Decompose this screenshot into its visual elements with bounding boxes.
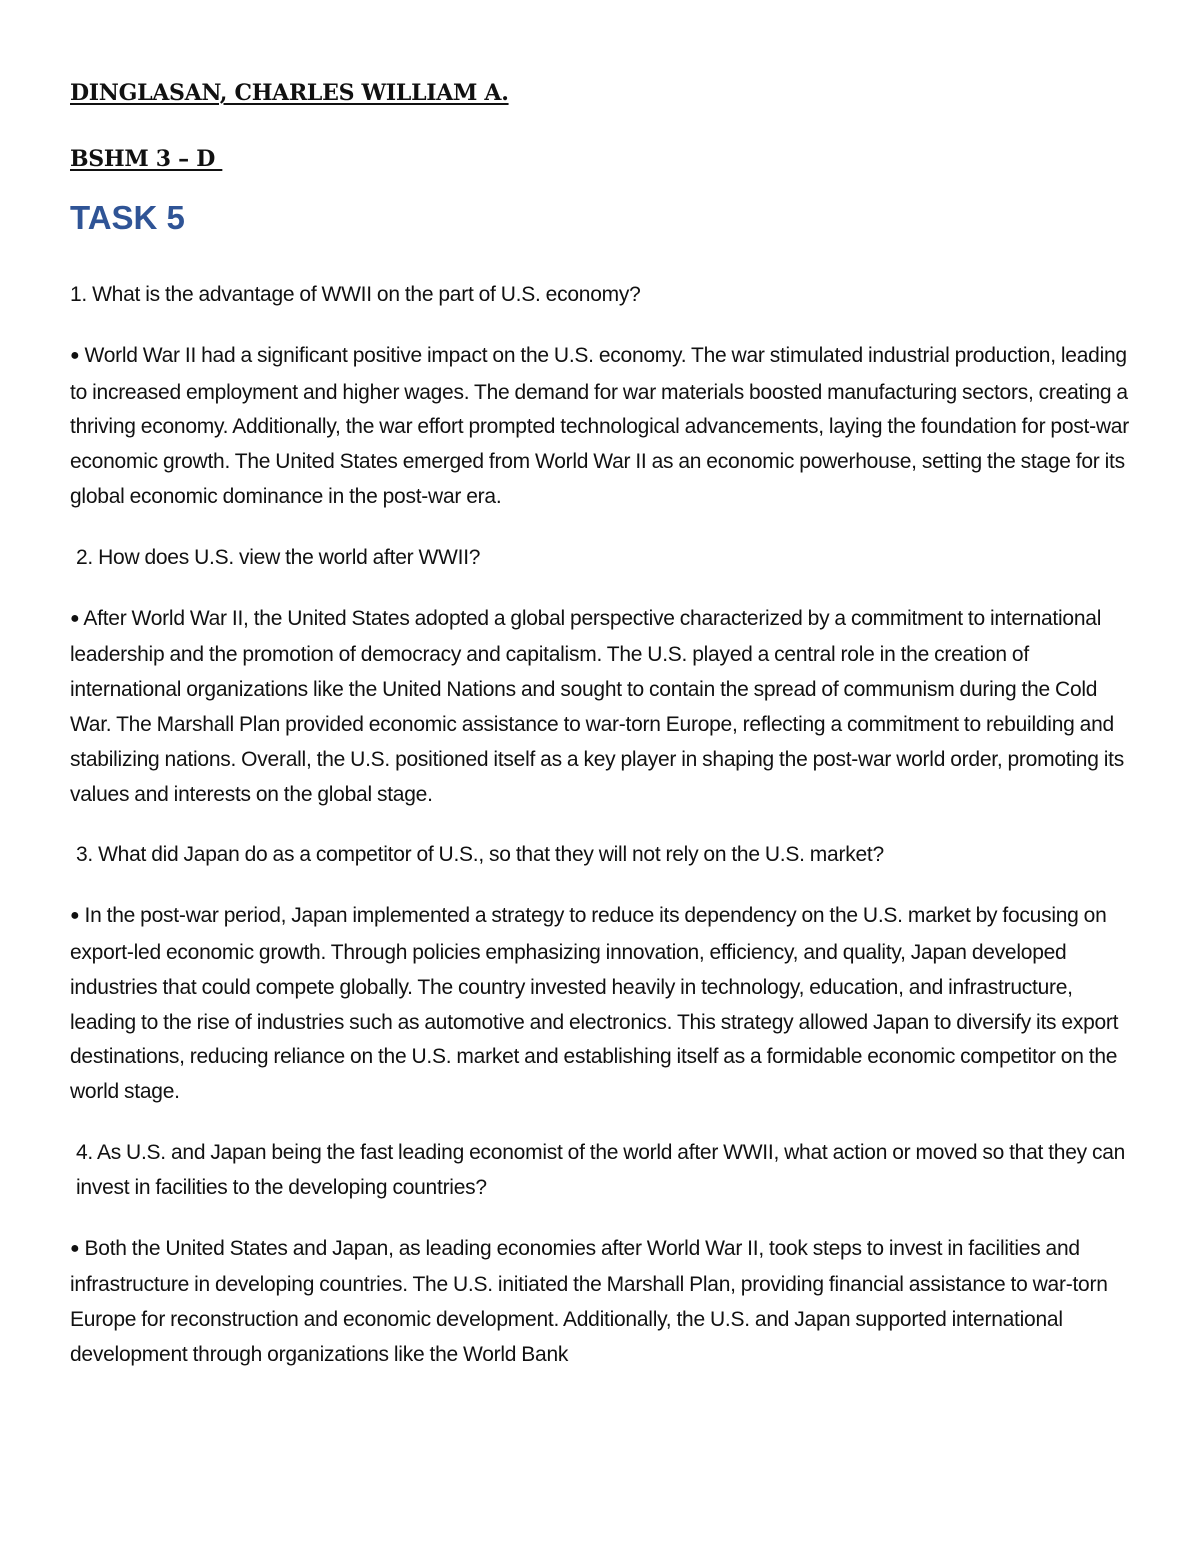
bullet-icon: ● — [70, 346, 80, 364]
task-title: TASK 5 — [70, 199, 185, 236]
bullet-icon: ● — [70, 609, 80, 627]
qa-item-2 — [70, 541, 1132, 813]
answer-3 — [70, 899, 1132, 1110]
qa-item-3 — [70, 838, 1132, 1110]
question-1: 1. What is the advantage of WWII on the part of U.S. economy? — [70, 283, 641, 306]
answer-4-text: Both the United States and Japan, as leading economies after World War II, took steps to invest in facilities and infrastructure in developing countries. The U.S. initiated the Marshall Plan, providing financial assistance to war-torn Europe for reconstruction and economic development. Additionally, the U.S. and Japan supported international development through organizations like the World Bank — [70, 1236, 1108, 1366]
class-section: BSHM 3 – D — [70, 146, 223, 172]
question-3: 3. What did Japan do as a competitor of U.S., so that they will not rely on the U.S. market? — [76, 843, 884, 867]
student-name: DINGLASAN, CHARLES WILLIAM A. — [70, 80, 509, 106]
document-page — [70, 78, 1132, 1399]
answer-3-text: In the post-war period, Japan implemented a strategy to reduce its dependency on the U.S. market by focusing on export-led economic growth. Through policies emphasizing innovation, efficiency, and quality, Japan developed industries that could compete globally. The country invested heavily in technology, education, and infrastructure, leading to the rise of industries such as automotive and electronics. This strategy allowed Japan to diversify its export destinations, reducing reliance on the U.S. market and establishing itself as a formidable economic competitor on the world stage. — [70, 904, 1119, 1104]
question-4: 4. As U.S. and Japan being the fast leading economist of the world after WWII, what action or moved so that they can invest in facilities to the developing countries? — [76, 1140, 1126, 1199]
answer-1-text: World War II had a significant positive impact on the U.S. economy. The war stimulated industrial production, leading to increased employment and higher wages. The demand for war materials boosted manufacturing sectors, creating a thriving economy. Additionally, the war effort prompted technological advancements, laying the foundation for post-war economic growth. The United States emerged from World War II as an economic powerhouse, setting the stage for its global economic dominance in the post-war era. — [70, 343, 1129, 508]
answer-1 — [70, 339, 1132, 515]
answer-2-text: After World War II, the United States adopted a global perspective characterized by a commitment to international leadership and the promotion of democracy and capitalism. The U.S. played a central role in the creation of international organizations like the United Nations and sought to contain the spread of communism during the Cold War. The Marshall Plan provided economic assistance to war-torn Europe, reflecting a commitment to rebuilding and stabilizing nations. Overall, the U.S. positioned itself as a key player in shaping the post-war world order, promoting its values and interests on the global stage. — [70, 606, 1124, 806]
answer-4 — [70, 1232, 1132, 1373]
question-2: 2. How does U.S. view the world after WWII? — [76, 545, 481, 569]
answer-2 — [70, 602, 1132, 813]
qa-item-4 — [70, 1136, 1132, 1373]
bullet-icon: ● — [70, 1239, 80, 1257]
qa-item-1 — [70, 278, 1132, 515]
bullet-icon: ● — [70, 907, 80, 925]
